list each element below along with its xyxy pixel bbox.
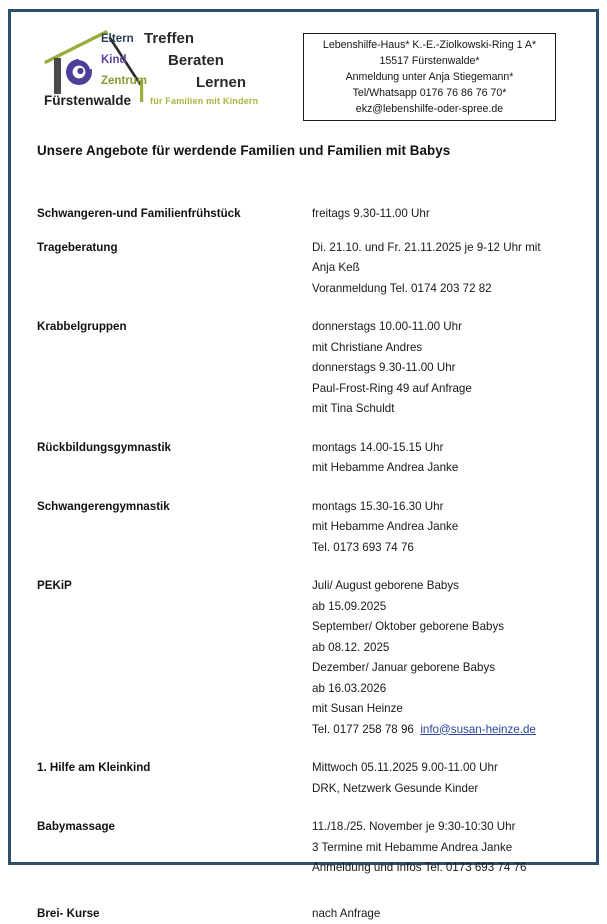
offer-detail-line: mit Tina Schuldt: [312, 399, 567, 420]
offer-detail: [312, 497, 567, 559]
offer-label: Babymassage: [37, 817, 312, 836]
logo-word-kind: Kind: [101, 55, 127, 67]
offer-detail: [312, 317, 567, 420]
offer-label: Schwangerengymnastik: [37, 497, 312, 516]
offer-row: [37, 497, 567, 559]
phone-text: Tel. 0177 258 78 96: [312, 723, 414, 736]
offer-detail-line: Juli/ August geborene Babys: [312, 576, 567, 597]
offer-detail-line: Di. 21.10. und Fr. 21.11.2025 je 9-12 Uhr mit: [312, 238, 567, 259]
offer-spacer: [37, 299, 567, 317]
document-header: [0, 0, 607, 140]
offer-detail-line: mit Christiane Andres: [312, 338, 567, 359]
offer-detail-line: Paul-Frost-Ring 49 auf Anfrage: [312, 379, 567, 400]
address-line: Lebenshilfe-Haus* K.-E.-Ziolkowski-Ring 1 A*: [323, 37, 536, 53]
offer-detail: [312, 238, 567, 300]
offer-label: Trageberatung: [37, 238, 312, 257]
offer-label: Krabbelgruppen: [37, 317, 312, 336]
offer-detail-line: ab 15.09.2025: [312, 597, 567, 618]
offer-detail-line: donnerstags 9.30-11.00 Uhr: [312, 358, 567, 379]
logo-word-fuerstenwalde: Fürstenwalde: [44, 94, 131, 108]
logo-tagline: für Familien mit Kindern: [150, 97, 258, 106]
address-line: Tel/Whatsapp 0176 76 86 76 70*: [353, 85, 507, 101]
offer-detail: [312, 204, 567, 225]
offer-spacer: [37, 225, 567, 238]
offer-detail: [312, 817, 567, 879]
offer-detail-line: Mittwoch 05.11.2025 9.00-11.00 Uhr: [312, 758, 567, 779]
email-link[interactable]: info@susan-heinze.de: [420, 723, 536, 736]
offer-spacer: [37, 740, 567, 758]
offer-detail-line: Voranmeldung Tel. 0174 203 72 82: [312, 279, 567, 300]
offer-spacer: [37, 479, 567, 497]
offer-detail-line: DRK, Netzwerk Gesunde Kinder: [312, 779, 567, 800]
offer-detail-line-with-link: [312, 720, 567, 741]
logo-word-lernen: Lernen: [196, 75, 246, 90]
logo-word-beraten: Beraten: [168, 53, 224, 68]
logo-word-zentrum: Zentrum: [101, 76, 147, 88]
offer-label: Rückbildungsgymnastik: [37, 438, 312, 457]
offer-label: PEKiP: [37, 576, 312, 595]
offer-detail-line: 11./18./25. November je 9:30-10:30 Uhr: [312, 817, 567, 838]
offer-detail: [312, 438, 567, 479]
offer-detail-line: Dezember/ Januar geborene Babys: [312, 658, 567, 679]
offer-detail-line: Anmeldung und Infos Tel. 0173 693 74 76: [312, 858, 567, 879]
offer-row: [37, 238, 567, 300]
address-line: Anmeldung unter Anja Stiegemann*: [346, 69, 514, 85]
offer-detail-line: 3 Termine mit Hebamme Andrea Janke: [312, 838, 567, 859]
offer-detail-line: donnerstags 10.00-11.00 Uhr: [312, 317, 567, 338]
offer-detail-line: Tel. 0173 693 74 76: [312, 538, 567, 559]
logo-word-eltern: Eltern: [101, 34, 134, 46]
ekz-logo: [44, 28, 284, 112]
address-line: 15517 Fürstenwalde*: [379, 53, 479, 69]
offer-detail-line: ab 16.03.2026: [312, 679, 567, 700]
offer-detail: [312, 758, 567, 799]
offer-row: [37, 904, 567, 924]
offer-spacer: [37, 799, 567, 817]
offer-row: [37, 438, 567, 479]
offer-list: [37, 204, 567, 924]
offer-detail: [312, 904, 567, 924]
offer-detail-line: September/ Oktober geborene Babys: [312, 617, 567, 638]
offer-row: [37, 576, 567, 740]
page-title: Unsere Angebote für werdende Familien und Familien mit Babys: [37, 143, 450, 158]
offer-spacer: [37, 879, 567, 904]
logo-word-treffen: Treffen: [144, 31, 194, 46]
offer-detail-line: montags 15.30-16.30 Uhr: [312, 497, 567, 518]
offer-label: Schwangeren-und Familienfrühstück: [37, 204, 312, 223]
offer-detail-line: nach Anfrage: [312, 904, 567, 924]
offer-detail-line: Anja Keß: [312, 258, 567, 279]
offer-spacer: [37, 420, 567, 438]
offer-detail-line: montags 14.00-15.15 Uhr: [312, 438, 567, 459]
offer-row: [37, 204, 567, 225]
offer-row: [37, 817, 567, 879]
offer-spacer: [37, 558, 567, 576]
address-box: [303, 33, 556, 121]
offer-row: [37, 317, 567, 420]
address-email-line: ekz@lebenshilfe-oder-spree.de: [356, 101, 503, 117]
offer-label: Brei- Kurse: [37, 904, 312, 923]
offer-detail-line: mit Hebamme Andrea Janke: [312, 458, 567, 479]
offer-detail-line: freitags 9.30-11.00 Uhr: [312, 204, 567, 225]
offer-detail: [312, 576, 567, 740]
offer-detail-line: ab 08.12. 2025: [312, 638, 567, 659]
offer-detail-line: mit Hebamme Andrea Janke: [312, 517, 567, 538]
offer-label: 1. Hilfe am Kleinkind: [37, 758, 312, 777]
offer-row: [37, 758, 567, 799]
offer-detail-line: mit Susan Heinze: [312, 699, 567, 720]
